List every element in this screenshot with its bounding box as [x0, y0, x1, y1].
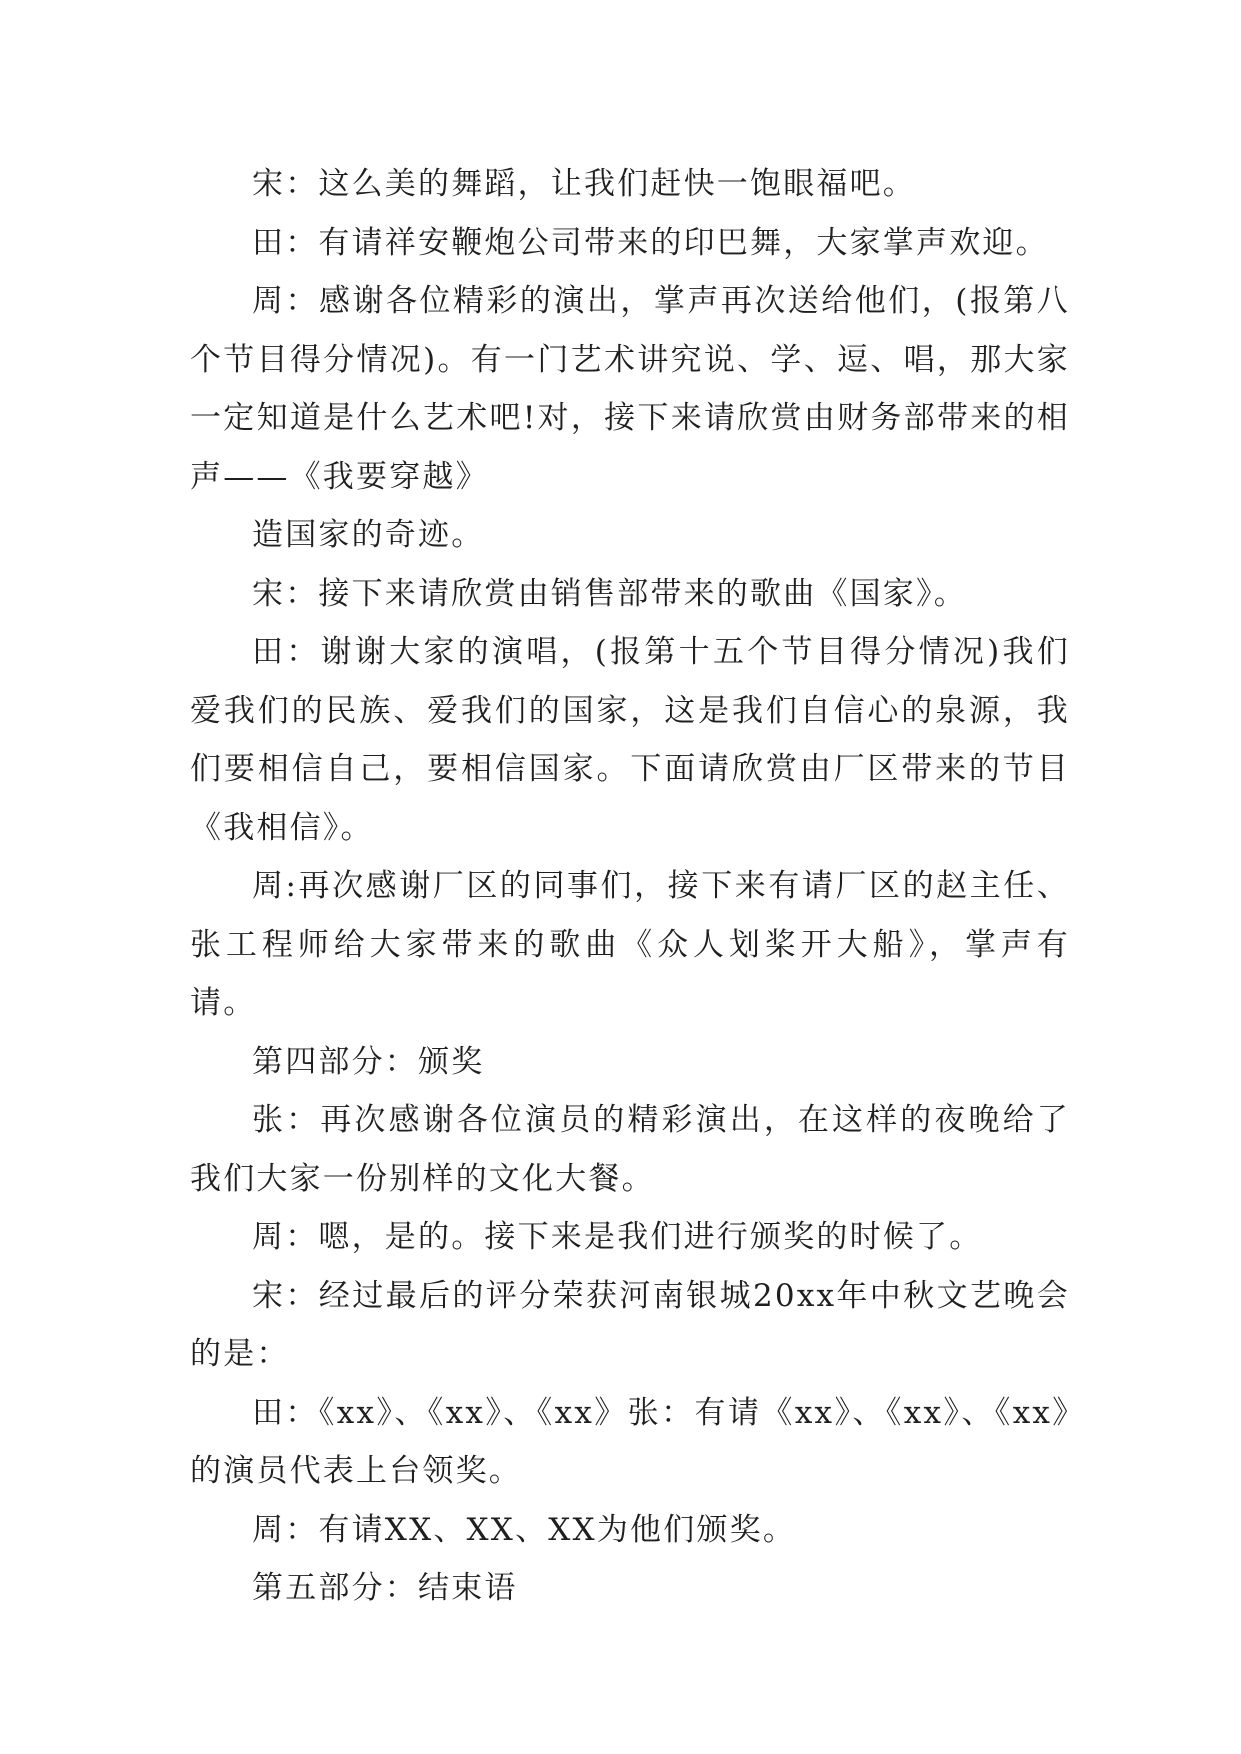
paragraph-zhou-awards-time: 周：嗯，是的。接下来是我们进行颁奖的时候了。	[252, 1219, 983, 1255]
section-heading-closing: 第五部分：结束语	[252, 1570, 518, 1606]
paragraph-zhou-big-boat: 周:再次感谢厂区的同事们，接下来有请厂区的赵主任、张工程师给大家带来的歌曲《众人划桨开大船》，掌声有请。	[190, 868, 1070, 1021]
paragraph-tian-zhang-winners: 田：《xx》、《xx》、《xx》张：有请《xx》、《xx》、《xx》的演员代表上台领奖。	[190, 1394, 1070, 1489]
paragraph-song-country: 宋：接下来请欣赏由销售部带来的歌曲《国家》。	[252, 575, 967, 612]
paragraph-song-winners: 宋：经过最后的评分荣获河南银城20xx年中秋文艺晚会的是：	[190, 1277, 1070, 1372]
paragraph-tian-believe: 田：谢谢大家的演唱，(报第十五个节目得分情况)我们爱我们的民族、爱我们的国家，这是我们自信心的泉源，我们要相信自己，要相信国家。下面请欣赏由厂区带来的节目《我相信》。	[190, 634, 1070, 846]
section-heading-awards: 第四部分：颁奖	[252, 1043, 485, 1080]
paragraph-song-dance: 宋：这么美的舞蹈，让我们赶快一饱眼福吧。	[252, 166, 916, 202]
paragraph-miracle: 造国家的奇迹。	[252, 517, 485, 553]
paragraph-tian-yinba-dance: 田：有请祥安鞭炮公司带来的印巴舞，大家掌声欢迎。	[252, 224, 1049, 261]
document-body	[190, 155, 1070, 1618]
paragraph-zhang-thanks: 张：再次感谢各位演员的精彩演出，在这样的夜晚给了我们大家一份别样的文化大餐。	[190, 1102, 1070, 1197]
paragraph-zhou-presenters: 周：有请XX、XX、XX为他们颁奖。	[252, 1511, 797, 1548]
paragraph-zhou-crosstalk: 周：感谢各位精彩的演出，掌声再次送给他们，(报第八个节目得分情况)。有一门艺术讲究说、学、逗、唱，那大家一定知道是什么艺术吧!对，接下来请欣赏由财务部带来的相声——《我要穿越》	[190, 283, 1070, 495]
